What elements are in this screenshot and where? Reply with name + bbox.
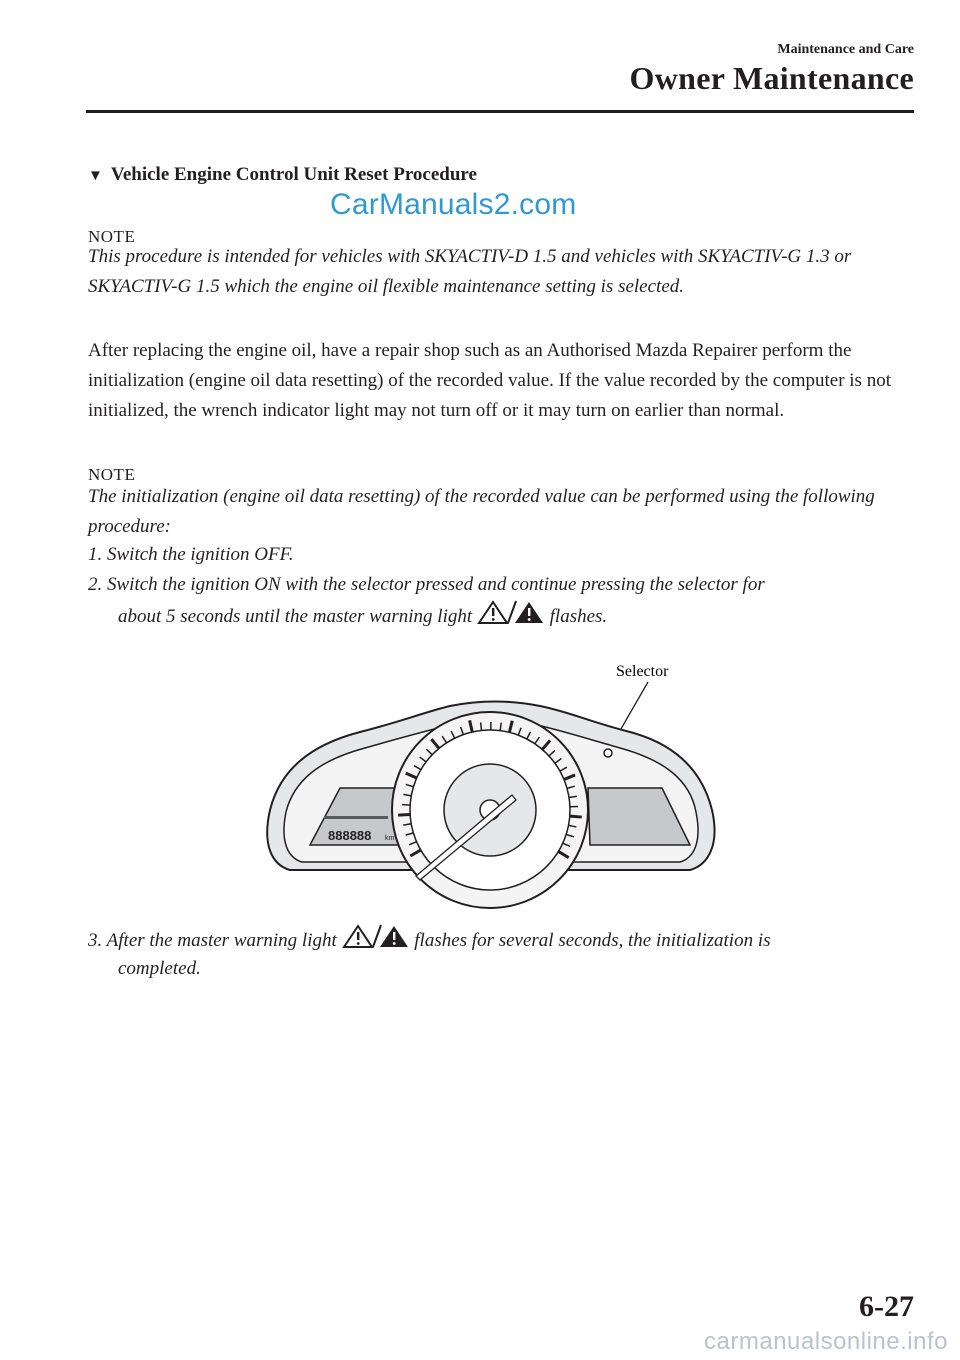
section-heading: [88, 164, 477, 186]
step-2-line2: [118, 600, 948, 632]
step-3-line1: [88, 924, 918, 956]
tachometer-tick: [500, 723, 501, 731]
tachometer-tick: [570, 816, 582, 817]
footer-url: carmanualsonline.info: [704, 1328, 948, 1355]
triangle-marker-icon: ▼: [88, 168, 103, 184]
section-heading-text: Vehicle Engine Control Unit Reset Procedure: [110, 164, 477, 185]
note2-text: The initialization (engine oil data resetting) of the recorded value can be performed using the following procedure:: [88, 486, 875, 537]
step-3-text-pre: 3. After the master warning light: [88, 930, 337, 951]
master-warning-light-icon: [342, 924, 410, 948]
step-3-text-post: flashes for several seconds, the initialization is: [414, 930, 771, 951]
note2-label: NOTE: [88, 465, 136, 484]
note1-label: NOTE: [88, 227, 136, 246]
odometer-unit: km: [385, 835, 395, 842]
header-section-label: Maintenance and Care: [777, 42, 914, 57]
odometer-bar: [324, 816, 388, 819]
master-warning-light-icon: [477, 600, 545, 624]
step-2-text-post: flashes.: [549, 606, 608, 627]
tachometer-tick: [481, 722, 482, 730]
step-3-line2: completed.: [118, 958, 201, 979]
page-number: 6-27: [859, 1290, 914, 1323]
selector-knob: [604, 749, 612, 757]
watermark: CarManuals2.com: [330, 188, 577, 221]
selector-callout-label: Selector: [616, 663, 669, 680]
body-paragraph: After replacing the engine oil, have a repair shop such as an Authorised Mazda Repairer perform the initialization (engine oil data resetting) of the recorded value. If the value recorded by the computer is not initialized, the wrench indicator light may not turn off or it may turn on earlier than normal.: [88, 340, 891, 421]
header-rule: [86, 110, 914, 113]
note1-text: This procedure is intended for vehicles with SKYACTIV-D 1.5 and vehicles with SKYACTIV-G 1.3 or SKYACTIV-G 1.5 which the engine oil flexible maintenance setting is selected.: [88, 246, 852, 297]
step-2-text-pre: about 5 seconds until the master warning light: [118, 606, 473, 627]
odometer-digits: 888888: [328, 828, 372, 843]
step-2-line1: 2. Switch the ignition ON with the selector pressed and continue pressing the selector for: [88, 574, 765, 595]
instrument-cluster-illustration: [250, 640, 730, 910]
page-title: Owner Maintenance: [629, 60, 914, 96]
step-1: 1. Switch the ignition OFF.: [88, 544, 294, 565]
tachometer-tick: [398, 814, 410, 815]
